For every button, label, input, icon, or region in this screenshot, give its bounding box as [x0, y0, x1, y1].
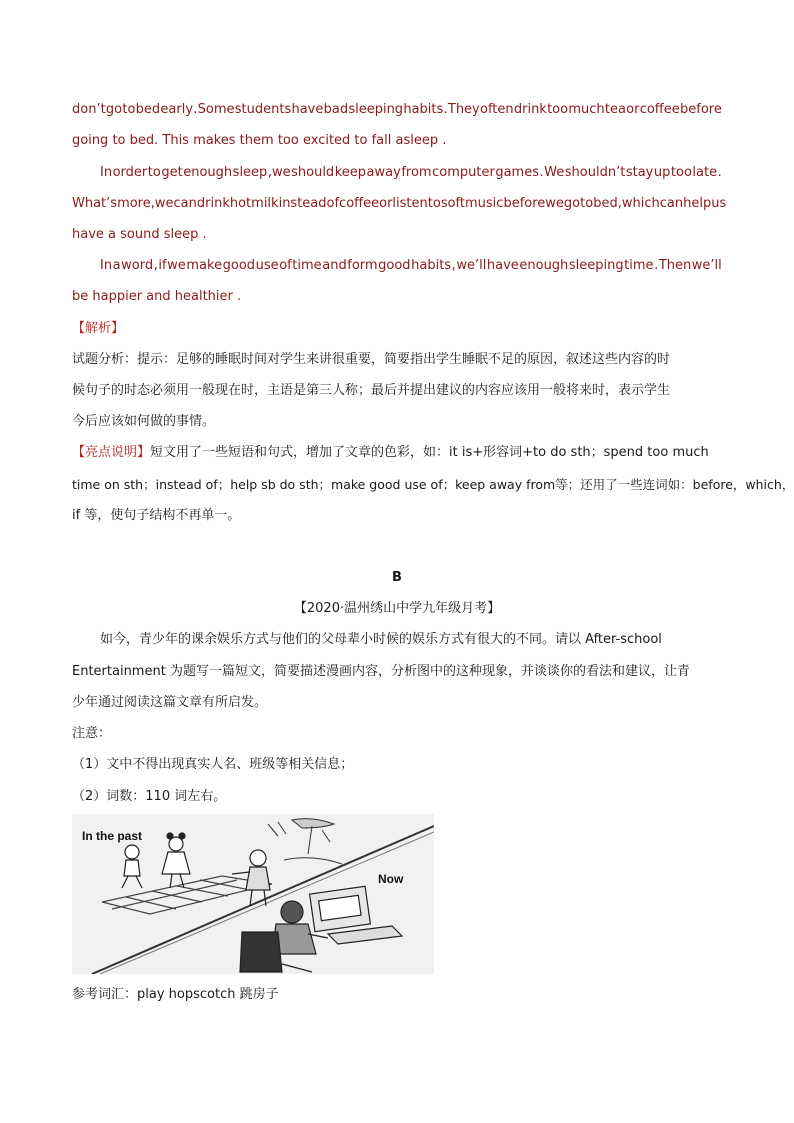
- essay-word: ,we: [150, 196, 174, 211]
- essay-word: use: [255, 258, 279, 273]
- essay-word: a: [112, 258, 121, 273]
- essay-word: ,we: [267, 165, 291, 180]
- essay-word: In: [100, 165, 113, 180]
- essay-word: students: [234, 102, 292, 117]
- tree: [268, 819, 342, 864]
- essay-word: make: [186, 258, 223, 273]
- essay-word: listen: [392, 196, 428, 211]
- essay-word: don’t: [72, 102, 106, 117]
- essay-word: .: [443, 102, 448, 117]
- essay-word: keep: [334, 165, 367, 180]
- analysis-line-1: 试题分析：提示：足够的睡眠时间对学生来讲很重要，简要指出学生睡眠不足的原因，叙述这些内容的时: [72, 352, 671, 367]
- essay-word: games: [495, 165, 539, 180]
- essay-word: ,which: [617, 196, 660, 211]
- essay-word: before: [680, 102, 722, 117]
- essay-word: should: [291, 165, 335, 180]
- essay-word: before: [503, 196, 546, 211]
- vocab-reference: 参考词汇：play hopscotch 跳房子: [72, 987, 279, 1002]
- essay-word: computer: [432, 165, 495, 180]
- essay-line-5: have a sound sleep .: [72, 227, 207, 242]
- notes-heading: 注意：: [72, 726, 112, 741]
- essay-word: word: [121, 258, 154, 273]
- essay-word: we’ll: [456, 258, 487, 273]
- essay-word: we’ll: [691, 258, 722, 273]
- essay-word: enough: [183, 165, 233, 180]
- essay-word: late: [692, 165, 718, 180]
- essay-word: coffee: [339, 196, 380, 211]
- essay-word: They: [447, 102, 480, 117]
- essay-word: have: [486, 258, 519, 273]
- highlight-label: 【亮点说明】: [72, 445, 151, 460]
- essay-word: bed: [135, 102, 161, 117]
- essay-word: enough: [519, 258, 569, 273]
- essay-word: and: [322, 258, 347, 273]
- children-figures: [122, 833, 270, 906]
- essay-word: habits: [403, 102, 444, 117]
- note-2: （2）词数：110 词左右。: [72, 789, 227, 804]
- essay-line-7: be happier and healthier .: [72, 289, 242, 304]
- essay-word: of: [326, 196, 340, 211]
- analysis-line-3: 今后应该如何做的事情。: [72, 414, 216, 429]
- essay-word: form: [347, 258, 378, 273]
- essay-word: good: [222, 258, 256, 273]
- analysis-line-2: 候句子的时态必须用一般现在时，主语是第三人称；最后并提出建议的内容应该用一般将来时，表示学生: [72, 383, 671, 398]
- essay-word: We: [544, 165, 565, 180]
- essay-word: .: [654, 258, 659, 273]
- essay-word: to: [147, 165, 161, 180]
- essay-word: What’s: [72, 196, 118, 211]
- essay-line-2: going to bed. This makes them too excited to fall asleep .: [72, 133, 447, 148]
- essay-word: much: [568, 102, 605, 117]
- essay-word: hot: [229, 196, 252, 211]
- analysis-heading: 【解析】: [72, 321, 125, 336]
- essay-word: get: [161, 165, 183, 180]
- essay-word: bed: [593, 196, 618, 211]
- essay-word: stay: [625, 165, 654, 180]
- essay-word: away: [366, 165, 401, 180]
- essay-word: help: [683, 196, 712, 211]
- essay-word: we: [545, 196, 564, 211]
- essay-word: habits: [411, 258, 452, 273]
- essay-word: often: [479, 102, 514, 117]
- highlight-line-2: time on sth；instead of；help sb do sth；make good use of；keep away from等；还用了一些连词如：before，which，: [72, 477, 794, 492]
- essay-word: up: [653, 165, 671, 180]
- essay-word: soft: [440, 196, 465, 211]
- essay-line-1: [72, 101, 722, 119]
- essay-word: order: [112, 165, 148, 180]
- essay-word: coffee: [639, 102, 680, 117]
- note-1: （1）文中不得出现真实人名、班级等相关信息；: [72, 757, 354, 772]
- prompt-line-3: 少年通过阅读这篇文章有所启发。: [72, 695, 268, 710]
- essay-word: to: [122, 102, 136, 117]
- essay-word: to: [580, 196, 594, 211]
- hopscotch-grid: [102, 876, 272, 914]
- essay-word: or: [626, 102, 640, 117]
- essay-word: time: [292, 258, 322, 273]
- highlight-text-1: 短文用了一些短语和句式，增加了文章的色彩，如：it is+形容词+to do sth；spend too much: [150, 445, 709, 460]
- essay-word: if: [158, 258, 167, 273]
- essay-word: to: [427, 196, 441, 211]
- prompt-line-2: Entertainment 为题写一篇短文，简要描述漫画内容，分析图中的这种现象，并谈谈你的看法和建议，让青: [72, 664, 690, 679]
- essay-line-4: [72, 195, 727, 213]
- essay-word: more: [117, 196, 151, 211]
- essay-word: drink: [513, 102, 547, 117]
- essay-word: tea: [604, 102, 626, 117]
- prompt-line-1: 如今，青少年的课余娱乐方式与他们的父母辈小时候的娱乐方式有很大的不同。请以 After-school: [100, 632, 662, 647]
- essay-word: can: [659, 196, 684, 211]
- highlight-line-1: [72, 444, 709, 462]
- essay-word: too: [670, 165, 692, 180]
- highlight-line-3: if 等，使句子结构不再单一。: [72, 508, 241, 523]
- essay-word: In: [100, 258, 113, 273]
- essay-word: too: [547, 102, 569, 117]
- essay-word: sleep: [232, 165, 268, 180]
- section-source: 【2020·温州绣山中学九年级月考】: [293, 601, 501, 616]
- essay-word: music: [465, 196, 504, 211]
- cartoon-illustration: [72, 814, 434, 974]
- essay-word: us: [711, 196, 727, 211]
- essay-word: early: [160, 102, 194, 117]
- essay-word: ,: [451, 258, 456, 273]
- essay-word: go: [563, 196, 581, 211]
- essay-word: shouldn’t: [564, 165, 626, 180]
- essay-line-6: [100, 257, 722, 275]
- essay-word: or: [379, 196, 393, 211]
- essay-word: .: [193, 102, 198, 117]
- essay-word: go: [105, 102, 123, 117]
- essay-word: ,: [153, 258, 158, 273]
- essay-word: time: [624, 258, 654, 273]
- label-now: Now: [378, 872, 404, 886]
- essay-word: Then: [658, 258, 692, 273]
- essay-word: of: [279, 258, 292, 273]
- essay-word: Some: [197, 102, 235, 117]
- essay-word: instead: [278, 196, 327, 211]
- essay-word: can: [173, 196, 197, 211]
- essay-word: drink: [196, 196, 230, 211]
- essay-word: good: [378, 258, 411, 273]
- essay-word: have: [291, 102, 324, 117]
- section-letter: B: [392, 570, 402, 585]
- essay-word: we: [167, 258, 186, 273]
- essay-word: from: [401, 165, 432, 180]
- essay-line-3: [100, 164, 722, 182]
- label-in-the-past: In the past: [82, 829, 143, 843]
- essay-word: sleeping: [568, 258, 624, 273]
- essay-word: .: [717, 165, 722, 180]
- essay-word: milk: [251, 196, 279, 211]
- essay-word: bad: [323, 102, 349, 117]
- essay-word: sleeping: [348, 102, 404, 117]
- essay-word: .: [539, 165, 544, 180]
